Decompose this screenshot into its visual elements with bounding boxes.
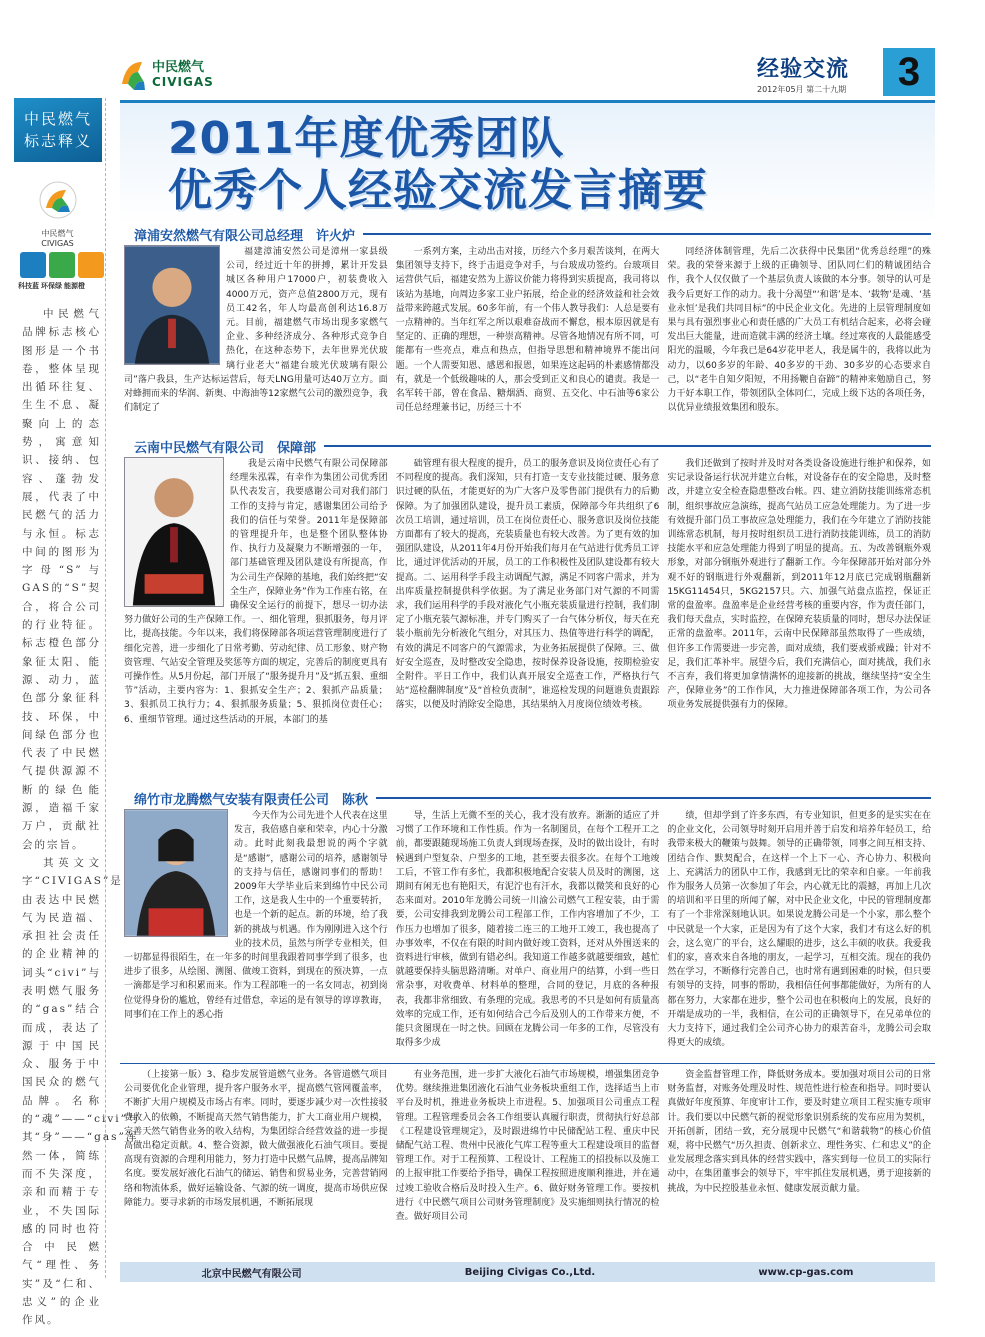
sidebar <box>10 98 141 1327</box>
article-column <box>667 245 931 435</box>
sidebar-logo-text: 中民燃气 CIVIGAS <box>41 229 74 248</box>
article-mianzhu <box>120 787 935 1057</box>
heading-rule <box>376 797 931 799</box>
article-text: 福建漳浦安然公司是漳州一家县级公司，经过近十年的拼搏，累计开发县城区各种用户17000户，初装费收入4000万元，资产总值2800万元，现有员工42名，年人均最高创利达16.8万元。目前，福建燃气市场出现多家燃气企业、多种经济成分、各种形式竞争自热化，在这种态势下，去年世界光伏玻璃行业老大“福建台玻光伏玻璃有限公司”落户我县，生产达标运营后，每天LNG用量可达40万立方。面对蜂拥而来的华润、新奥、中海油等12家燃气公司的激烈竞争，我们制定了 <box>124 247 388 414</box>
brand <box>120 58 214 92</box>
energy-orange-swatch <box>78 252 104 278</box>
article-text: 资金监督管理工作，降低财务成本。要加强对项目公司的日常财务监督，对账务处理及时性、规范性进行检查和指导。同时要认真做好年度预算、年度审计工作，要及时建立项目工程实施专项审计。我们要以中民燃气新的视觉形象识别系统的发布应用为契机，开拓创新，团结一致，充分展现中民燃气“和谐载物”的核心价值观，将中民燃气“历久担责、创新求立、理性务实、仁和忠义”的企业发展理念落实到具体的经营实践中，落实到每一位员工的实际行动中，在集团董事会的领导下，牢牢抓住发展机遇，勇于迎接新的挑战，为中民控股基业永恒、健康发展贡献力量。 <box>667 1070 932 1194</box>
article-text: 一系列方案，主动出击对接，历经六个多月艰苦谈判，在两大集团领导支持下，终于击退竞争对手，与台玻成功签约。台玻项目运营供气后，福建安然为上游议价能力将得到实质提高，我司将以该站为基地，向周边多家工业户拓展，给企业的经济效益和社会效益带来跨越式发展。60多年前，有一个伟人教导我们：人总是要有一点精神的。当年红军之所以艰难奋战而不懈怠，根本原因就是有坚定的、正确的理想，一种崇高精神。尽管各地情况有所不同，可能都有一些亮点，难点和热点，但指导思想和精神境界不能出问题。一个人需要知恩、感恩和报恩，如果连这起码的朴素感情都没有，就是一个低级趣味的人，那会受到正义和良心的谴责。我是一名军转干部，曾在食品、糖烟酒、商贸、五交化、中石油等6家公司任总经理兼书记，历经三十不 <box>395 247 660 414</box>
article-text: 有业务范围，进一步扩大液化石油气市场规模，增强集团竞争优势。继续推进集团液化石油气业务板块重组工作，选择适当上市平台及时机，推进业务板块上市进程。5、加强项目公司重点工程管理。工程管理委员会各工作组要认真履行职责，贯彻执行好总部《工程建设管理规定》，及时跟进绵竹中民储配站工程、重庆中民储配气站工程、贵州中民液化气库工程等重大工程建设项目的监督管理工作。对于工程预算、工程设计、工程施工的招投标以及施工的上报审批工作要给予指导，确保工程按照进度顺利推进，并在通过竣工验收合格后及时投入生产。6、做好财务管理工作。要按机进行《中民燃气项目公司财务管理制度》及实施细则执行情况的检查。做好项目公司 <box>395 1070 660 1223</box>
article-text: 今天作为公司先进个人代表在这里发言，我倍感自豪和荣幸，内心十分激动。此时此刻我最想说的两个字就是“感谢”，感谢公司的培养，感谢领导的支持与信任，感谢同事们的帮助！2009年大学毕业后来到绵竹中民公司工作，这是我人生中的一个重要转折，也是一个新的起点。新的环境，给了我新的挑战与机遇。作为刚刚进入这个行业的技术员，虽然与所学专业相关，但一切都显得很陌生，在一年多的时间里我跟着同事学到了很多，也进步了很多，从绘图、测图、做竣工资料，到现在的预决算，一点一滴都是学习和积累而来。作为工程部唯一的一名女同志，初到岗位觉得身份的尴尬，曾经有过借怠，幸运的是有领导的谆谆教诲，同事们在工作上的悉心指 <box>124 811 388 1020</box>
swatch-label: 环保绿 <box>41 282 62 290</box>
article-column <box>124 809 388 1057</box>
footer-company-cn: 北京中民燃气有限公司 <box>201 1268 302 1280</box>
article-heading <box>120 435 935 457</box>
article-column <box>396 457 660 787</box>
sidebar-paragraph: 其英文文字“CIVIGAS”是由表达中民燃气为民造福、承担社会责任的企业精神的词头“civi”与表明燃气服务的“gas”结合而成，表达了源于中国民众、服务于中国民众的燃气品牌。名称的“魂”——“civi”与其“身”——“gas”浑然一体，简练而不失深度，亲和而精于专业，不失国际感的同时也符合中民燃气“理性、务实”及“仁和、忠义”的企业作风。 <box>22 856 141 1327</box>
sidebar-paragraph: 中民燃气品牌标志核心图形是一个书卷，整体呈现出循环往复、生生不息、凝聚向上的态势，寓意知识、接纳、包容、蓬勃发展，代表了中民燃气的活力与永恒。标志中间的图形为字母“S”与GAS的“S”契合，将合公司的行业特征。标志橙色部分象征太阳、能源、动力，蓝色部分象征科技、环保，中间绿色部分也代表了中民燃气提供源源不断的绿色能源，造福千家万户，贡献社会的宗旨。 <box>22 308 101 851</box>
article-heading-text: 云南中民燃气有限公司 保障部 <box>134 440 317 456</box>
speaker-photo <box>124 457 224 607</box>
article-heading <box>120 223 935 245</box>
article-column <box>124 245 388 435</box>
brand-logo-icon <box>120 58 146 92</box>
article-column <box>396 245 660 435</box>
brand-name-en: CIVIGAS <box>152 75 214 89</box>
civigas-logo-icon <box>38 180 78 220</box>
article-yunnan <box>120 435 935 787</box>
section-box <box>757 52 877 95</box>
speaker-photo <box>124 245 220 365</box>
article-column <box>667 457 931 787</box>
headline-line-1: 2011年度优秀团队 <box>168 113 565 164</box>
section-title: 经验交流 <box>757 57 850 82</box>
page-header <box>120 48 935 100</box>
color-swatches <box>20 252 105 278</box>
article-column <box>396 809 660 1057</box>
tech-blue-swatch <box>20 252 46 278</box>
article-column <box>124 1068 388 1238</box>
article-column <box>667 1068 931 1238</box>
article-heading <box>120 787 935 809</box>
article-column <box>124 457 388 787</box>
article-text: 导，生活上无微不至的关心，我才没有放弃。渐渐的适应了并习惯了工作环境和工作性质。作为一名制图员，在每个工程开工之前，都要跟随现场施工负责人到现场查探，及时的做出设计，有时候遇到户型复杂、户型多的工地，甚至要去很多次。在每个工地竣工后，不管工作有多忙，我都积极地配合安装人员及时的测图，这期间有闲无也有艳阳天，有泥泞也有汗水，我都以微笑和良好的心态来面对。2010年龙腾公司统一川渝公司燃气工程安装，由于需要，公司安排我到龙腾公司工程部工作，工作内容增加了不少，工作压力也增加了很多，随着接二连三的工地开工竣工，我也提高了办事效率，不仅在有限的时间内做好竣工资料，还对从外围送来的资料进行审核，做到有错必纠。我知道工作越多就越要细致，越忙就越要保持头脑思路清晰。对单户、商业用户的结算，小到一些日常杂事，对收费单、材料单的整理，合同的登记，月底的各种报表，我都非常细致、有条理的完成。我思考的不只是如何有质量高效率的完成工作，还有如何结合己今后及别人的工作带来方便，不能只贪图现在一时之快。回顾在龙腾公司一年多的工作，尽管没有取得多少成 <box>395 811 660 1049</box>
headline-line-2: 优秀个人经验交流发言摘要 <box>168 165 708 216</box>
page-number: 3 <box>883 48 935 96</box>
swatch-labels <box>18 281 105 291</box>
article-text: （上接第一版）3、稳步发展管道燃气业务。各管道燃气项目公司要优化企业管理，提升客户服务水平，提高燃气管网覆盖率，不断扩大用户规模及市场占有率。同时，要逐步减少对一次性接驳费收入的依赖，不断提高天然气销售能力，扩大工商业用户规模，完善天然气销售业务的收入结构，为集团综合经营效益的进一步提高做出稳定贡献。4、整合资源，做大做强液化石油气项目。要提高现有资源的合理利用能力，努力打造中民燃气品牌，提高品牌知名度。要发展好液化石油气的储运、销售和贸易业务，完善营销网络和物流体系，做好运输设备、气源的统一调度，提高市场供应保障能力。要寻求新的市场发展机遇，不断拓展现 <box>124 1070 388 1208</box>
article-text: 同经济体制管理，先后二次获得中民集团“优秀总经理”的殊荣。我的荣誉来源于上级的正确领导、团队同仁们的精诚团结合作，我个人仅仅做了一个基层负责人该做的本分事。领导的认可是我今后更好工作的动力。我十分渴望“‘和谐’是本、‘载物’是魂、‘基业永恒’是我们共同目标”的中民企业文化。先进的上层管理制度如果与具有强烈事业心和责任感的广大员工有机结合起来，必将会碰发出巨大能量，进而造就丰满的经济土壤。经过寒夜的人最能感受阳光的温暖，今年我已是64岁花甲老人，我是属牛的，我将以此为动力，以60多岁的年龄、40多岁的干劲、30多岁的心态要求自己，以“老牛自知夕阳短，不用扬鞭自奋蹄”的精神来勉励自己，努力干好本职工作，带领团队全体同仁，完成上级下达的各项任务，以优异业绩报效集团和股东。 <box>667 247 932 414</box>
sidebar-badge: 中民燃气 标志释义 <box>14 98 102 162</box>
article-text: 我是云南中民燃气有限公司保障部经理朱泓霖，有幸作为集团公司优秀团队代表发言，我要感谢公司对我们部门工作的支持与肯定，感谢集团公司给予我们的信任与荣誉。2011年是保障部的管理提升年，也是整个团队整体协作、执行力及凝聚力不断增强的一年，部门基础管理及团队建设有所提高，作为公司生产保障的基地，我们始终把“安全生产，保障业务”作为工作座右铭，在确保安全运行的前提下，想尽一切办法努力做好公司的生产保障工作。一、细化管理，狠抓服务，每月评比，提高技能。今年以来，我们将保障部各项运营管理制度进行了细化完善，进一步细化了日常考勤、劳动纪律、员工形象、财产物资管理、气站安全管理及奖惩等方面的规定，完善后的制度更具有可操作性。从5月份起，部门开展了“服务提升月”及“抓五狠、重细节”活动，主要内容为：1、狠抓安全生产；2、狠抓产品质量；3、狠抓员工执行力；4、狠抓服务质量；5、狠抓岗位责任心；6、重细节管理。通过这些活动的开展，本部门的基 <box>124 459 388 725</box>
footer-url: www.cp-gas.com <box>758 1266 854 1278</box>
main-content <box>120 100 935 1283</box>
issue-date: 2012年05月 第二十九期 <box>757 85 847 94</box>
brand-name-cn: 中民燃气 <box>152 60 205 75</box>
article-text: 绩，但却学到了许多东西，有专业知识，但更多的是实实在在的企业文化，公司领导时刻开启用并善于启发和培养年轻员工，给我带来极大的鞭策与鼓舞。领导的正确带领，同事之间互相支持、团结合作、默契配合，在这样一个上下一心、齐心协力、积极向上、充满活力的团队中工作，我感到无比的荣幸和自豪。一年前我作为服务人员第一次参加了年会，内心就无比的震撼，再加上几次的培训和平日里的所闻了解，对中民企业文化，中民的管理制度都有了一个非常深刻地认识。如果说龙腾公司是一个小家，那么整个中民就是一个大家，正是因为有了这个大家，我们才有这么好的机会，这么宽广的平台，这么耀眼的进步，这么丰硕的收获。我爱我们的家，喜欢来自各地的朋友，一起学习，互相交流。现在的我仍然在学习，不断修行完善自己，也时常有遇到困难的时候，但只要有领导的支持，同事的帮助，我相信任何事都能做好，为所有的人都在努力，大家都在进步，整个公司也在积极向上的发展，良好的开端是成功的一半，我相信，在公司的正确领导下，在兄弟单位的大力支持下，通过我们全公司齐心协力的艰苦奋斗，龙腾公司会取得更大的成绩。 <box>667 811 932 1049</box>
swatch-label: 科技蓝 <box>18 282 39 290</box>
article-heading-text: 绵竹市龙腾燃气安装有限责任公司 陈秋 <box>134 792 369 808</box>
sidebar-text <box>22 305 141 1330</box>
footer-company-en: Beijing Civigas Co.,Ltd. <box>464 1266 596 1278</box>
page-footer <box>120 1262 935 1282</box>
heading-rule <box>324 445 931 447</box>
article-column <box>667 809 931 1057</box>
speaker-photo <box>124 809 228 937</box>
article-zhangpu <box>120 223 935 435</box>
eco-green-swatch <box>49 252 75 278</box>
article-heading-text: 漳浦安然燃气有限公司总经理 许火炉 <box>134 228 356 244</box>
article-continued <box>120 1063 935 1238</box>
article-text: 我们还做到了按时并及时对各类设备设施进行维护和保养，如实记录设备运行状况并建立台帐，对设备存在的安全隐患，及时整改，并建立安全检查隐患整改台帐。四、建立消防技能训练常态机制，组织事故应急演练，提高气站员工应急处理能力。为了进一步有效提升部门员工事故应急处理能力，我们在今年建立了消防技能训练常态机制，每月按时组织员工进行消防技能训练，员工的消防技能水平和应急处理能力得到了明显的提高。五、为改善钢瓶外观形象，对部分钢瓶外观进行了翻新工作。今年保障部开始对部分外观不好的钢瓶进行外观翻新，到2011年12月底已完成钢瓶翻新15KG11454只，5KG2157只。六、加强气站盘点监控，保证正常的盘盈率。盘盈率是企业经营考核的重要内容，作为责任部门，我们每天盘点，实时监控，在保障充装质量的同时，想尽办法保证正常的盘盈率。2011年，云南中民保障部虽然取得了一些成绩，但许多工作需要进一步完善，面对成绩，我们要戒骄戒躁；针对不足，我们汇革补牢。展望今后，我们充满信心，面对挑战，我们永不言弃，我们将更加拿情满怀的迎接新的挑战，继续坚持“安全生产，保障业务”的工作作风，大力推进保障部各项工作，为公司各项业务发展提供强有力的保障。 <box>667 459 932 711</box>
article-column <box>396 1068 660 1238</box>
swatch-label: 能源橙 <box>64 282 85 290</box>
article-text: 础管理有很大程度的提升，员工的服务意识及岗位责任心有了不同程度的提高。我们深知，只有打造一支专业技能过硬、服务意识过硬的队伍，才能更好的为广大客户及零售部门提供有力的后勤保障。为了加强团队建设，提升员工素质，保障部今年共组织了6次员工培训，通过培训，员工在岗位责任心、服务意识及岗位技能方面都有了较大的提高，充装质量也有较大改善。为了更有效的加强团队建设，从2011年4月份开始我们每月在气站进行优秀员工评比，通过评优活动的开展，员工的工作积极性及团队建设都有较大提高。二、运用科学手段主动调配气源，满足不同客户需求，并为出库质量控制提供科学依据。为了满足业务部门对气源的不同需求，我们运用科学的手段对液化气小瓶充装质量进行控制，我们制定了小瓶充装气源标准，并专门购买了一台气体分析仪，每天在充装小瓶前先分析液化气组分，对其压力、热值等进行科学的调配，有效的满足不同客户的气源需求，为业务拓展提供了保障。三、做好安全巡查，及时整改安全隐患，按时保养设备设施，按期检验安全附件。平日工作中，我们认真开展安全巡查工作，严格执行气站“巡检翻牌制度”及“首检负责制”，谁巡检发现的问题谁负责跟踪落实，以便及时消除安全隐患，其结果纳入月度岗位绩效考核。 <box>395 459 660 711</box>
heading-rule <box>363 233 931 235</box>
title-band <box>120 103 935 223</box>
